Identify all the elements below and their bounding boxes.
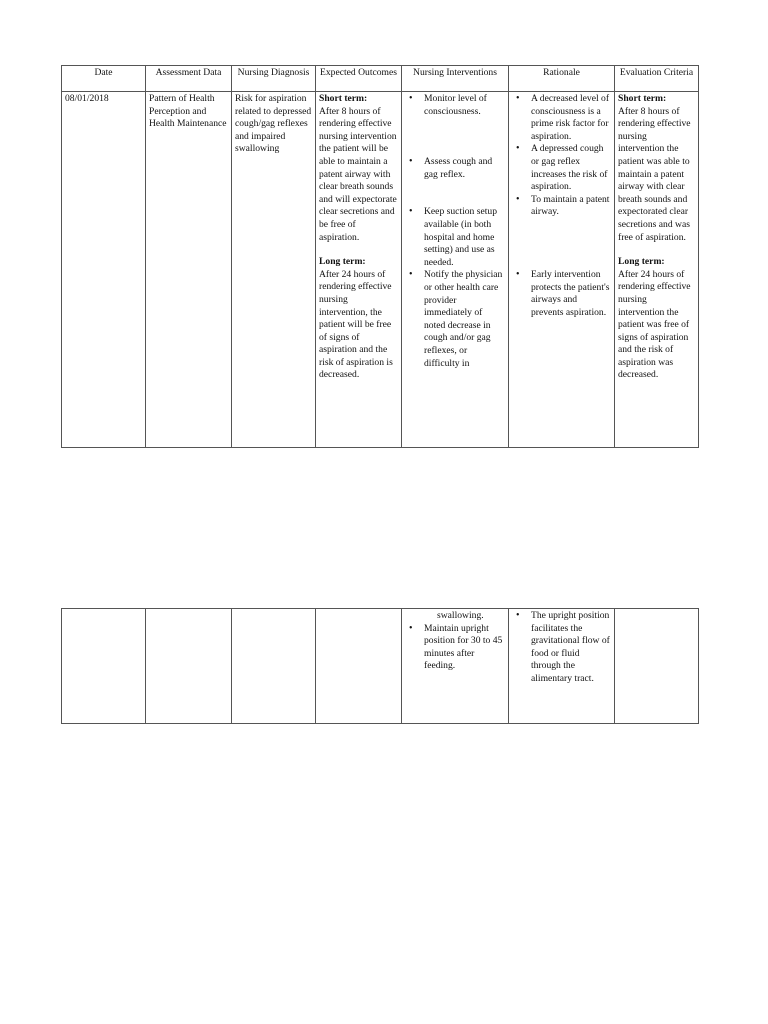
assessment-cell: Pattern of Health Perception and Health Maintenance	[146, 92, 232, 448]
interventions-cell	[402, 92, 509, 448]
list-item: • Notify the physician or other health care provider immediately of noted decrease in cough and/or gag reflexes, or difficulty in	[405, 269, 505, 370]
header-interventions: Nursing Interventions	[402, 66, 509, 92]
header-evaluation: Evaluation Criteria	[615, 66, 699, 92]
outcomes-short-text: After 8 hours of rendering effective nursing intervention the patient will be able to maintain a patent airway with clear breath sounds and will expectorate clear secretions and be free of aspiration.	[319, 105, 397, 243]
rationale-list	[512, 93, 611, 319]
interventions-list	[405, 623, 505, 673]
interventions-continued-text: swallowing.	[437, 610, 484, 621]
care-plan-table	[61, 65, 699, 448]
list-item: • Keep suction setup available (in both hospital and home setting) and use as needed.	[405, 206, 505, 269]
header-row	[62, 66, 699, 92]
rationale-list	[512, 610, 611, 686]
header-rationale: Rationale	[509, 66, 615, 92]
list-item: • A depressed cough or gag reflex increases the risk of aspiration.	[512, 143, 611, 193]
outcomes-short-label: Short term:	[319, 93, 368, 104]
diagnosis-cell	[232, 609, 316, 724]
header-outcomes: Expected Outcomes	[316, 66, 402, 92]
header-assessment: Assessment Data	[146, 66, 232, 92]
date-cell	[62, 609, 146, 724]
interventions-list	[405, 93, 505, 370]
diagnosis-cell: Risk for aspiration related to depressed cough/gag reflexes and impaired swallowing	[232, 92, 316, 448]
care-plan-table-continued	[61, 608, 699, 724]
list-item: • The upright position facilitates the gravitational flow of food or fluid through the alimentary tract.	[512, 610, 611, 686]
list-item: • Monitor level of consciousness.	[405, 93, 505, 118]
header-diagnosis: Nursing Diagnosis	[232, 66, 316, 92]
header-date: Date	[62, 66, 146, 92]
evaluation-long-text: After 24 hours of rendering effective nursing intervention the patient was free of signs of aspiration and the risk of aspiration was decreased.	[618, 268, 691, 381]
evaluation-long-label: Long term:	[618, 256, 665, 268]
outcomes-cell	[316, 92, 402, 448]
interventions-cell	[402, 609, 509, 724]
date-cell: 08/01/2018	[62, 92, 146, 448]
evaluation-short-label: Short term:	[618, 93, 667, 104]
evaluation-cell	[615, 609, 699, 724]
outcomes-long-label: Long term:	[319, 256, 366, 268]
assessment-cell	[146, 609, 232, 724]
table-row	[62, 92, 699, 448]
list-item: • Assess cough and gag reflex.	[405, 156, 505, 181]
list-item: • To maintain a patent airway.	[512, 194, 611, 219]
outcomes-long-text: After 24 hours of rendering effective nursing intervention, the patient will be free of signs of aspiration and the risk of aspiration is decreased.	[319, 268, 393, 381]
rationale-cell	[509, 92, 615, 448]
table-row	[62, 609, 699, 724]
outcomes-cell	[316, 609, 402, 724]
list-item: • A decreased level of consciousness is a prime risk factor for aspiration.	[512, 93, 611, 143]
rationale-cell	[509, 609, 615, 724]
list-item: • Early intervention protects the patient's airways and prevents aspiration.	[512, 269, 611, 319]
evaluation-short-text: After 8 hours of rendering effective nursing intervention the patient was able to maintain a patent airway with clear breath sounds and expectorated clear secretions and was free of aspiration.	[618, 105, 691, 243]
evaluation-cell	[615, 92, 699, 448]
list-item: • Maintain upright position for 30 to 45 minutes after feeding.	[405, 623, 505, 673]
